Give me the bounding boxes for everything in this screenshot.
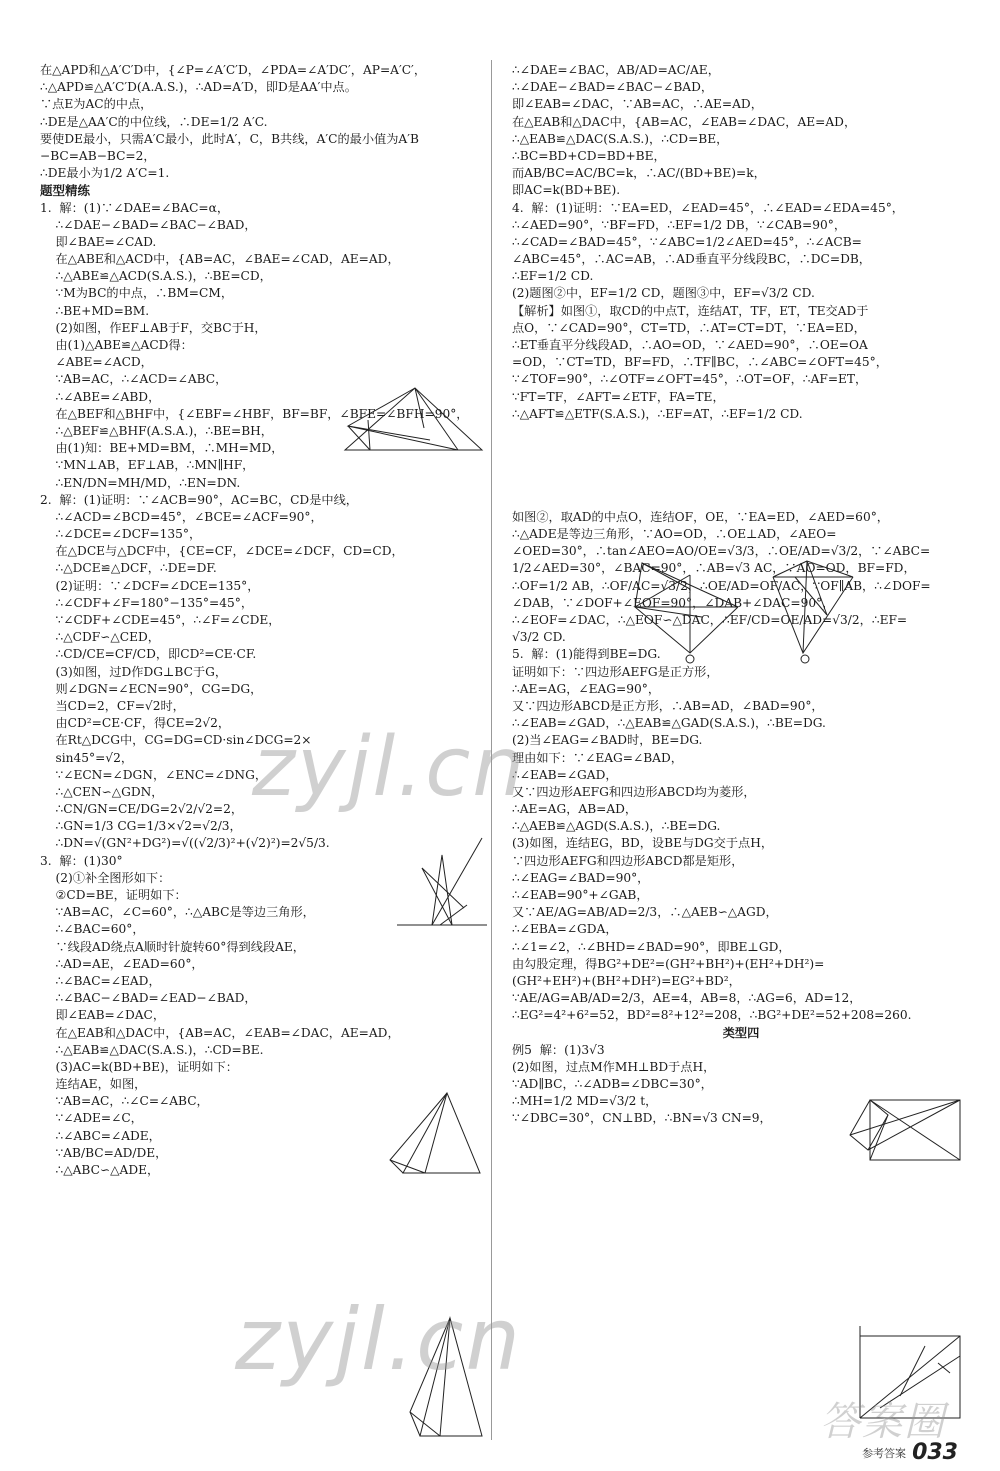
text-line: (2)如图，作EF⊥AB于F，交BC于H， (40, 320, 267, 335)
figure-q4-1 (630, 555, 740, 665)
text-line: ∴CN/GN=CE/DG=2√2/√2=2， (40, 802, 244, 817)
text-line: ∴∠EAB=90°+∠GAB， (512, 888, 649, 902)
text-line: 点O，∵∠CAD=90°，CT=TD，∴AT=CT=DT，∵EA=ED， (512, 320, 866, 335)
text-line: (2)题图②中，EF=1/2 CD，题图③中，EF=√3/2 CD. (512, 286, 815, 301)
text-line: (2)当∠EAG=∠BAD时，BE=DG. (512, 733, 703, 748)
text-line: =OD，∵CT=TD，BF=FD，∴TF∥BC，∴∠ABC=∠OFT=45°， (512, 355, 888, 370)
text-line: ∴△AEB≌△AGD(S.A.S.)，∴BE=DG. (512, 819, 721, 834)
text-line: 又∵四边形AEFG和四边形ABCD均为菱形， (512, 784, 756, 799)
text-line: ∴△ABE≌△ACD(S.A.S.)，∴BE=CD， (40, 269, 272, 284)
text-line: 即∠BAE=∠CAD. (40, 234, 157, 249)
text-line: ∵AB=AC，∴∠ACD=∠ABC， (40, 372, 228, 387)
text-line (512, 440, 970, 457)
text-line: ∵∠TOF=90°，∴∠OTF=∠OFT=45°，∴OT=OF，∴AF=ET， (512, 372, 868, 387)
text-line: −BC=AB−BC=2， (40, 148, 156, 163)
text-line: 类型四 (722, 1025, 760, 1040)
text-line: 在△EAB和△DAC中，{AB=AC，∠EAB=∠DAC，AE=AD， (40, 1025, 400, 1040)
text-line: ∴DN=√(GN²+DG²)=√((√2/3)²+(√2)²)=2√5/3. (40, 836, 330, 851)
text-line: 【解析】如图①，取CD的中点T，连结AT，TF，ET，TE交AD于 (512, 303, 869, 318)
figure-q2 (392, 830, 492, 930)
text-line: ∵AB/BC=AD/DE， (40, 1145, 168, 1160)
text-line: 如图②，取AD的中点O，连结OF，OE，∵EA=ED，∠AED=60°， (512, 509, 889, 524)
text-line: ∵FT=TF，∠AFT=∠ETF，FA=TE， (512, 389, 725, 404)
text-line: ∵∠CDF+∠CDE=45°，∴∠F=∠CDE， (40, 613, 281, 627)
text-line: ∵线段AD绕点A顺时针旋转60°得到线段AE， (40, 939, 305, 954)
text-line: 在△EAB和△DAC中，{AB=AC，∠EAB=∠DAC，AE=AD， (512, 114, 857, 129)
text-line: ∴∠EAB=∠GAD，∴△EAB≌△GAD(S.A.S.)，∴BE=DG. (512, 716, 826, 731)
text-line: ∠DAB，∵∠DOF+∠EOF=90°，∠DAB+∠DAC=90°， (512, 595, 835, 610)
text-line: 要使DE最小，只需A′C最小，此时A′，C，B共线，A′C的最小值为A′B (40, 131, 419, 146)
text-line: 4. 解：(1)证明：∵EA=ED，∠EAD=45°，∴∠EAD=∠EDA=45°， (512, 200, 904, 215)
text-line: ∴∠DAE=∠BAC，AB/AD=AC/AE， (512, 63, 720, 77)
text-line (512, 475, 970, 492)
text-line: ∴∠ABC=∠ADE， (40, 1128, 161, 1143)
text-line: 在△BEF和△BHF中，{∠EBF=∠HBF，BF=BF，∠BFE=∠BFH=90°， (40, 406, 469, 421)
watermark-text: zyjl.cn (252, 720, 527, 815)
text-line: (3)如图，连结EG，BD，设BE与DG交于点H， (512, 836, 774, 851)
text-line: ∴∠BAC=60°， (40, 922, 145, 937)
text-line: sin45°=√2， (40, 750, 134, 765)
text-line (512, 492, 970, 509)
text-line: ∴△BEF≌△BHF(A.S.A.)，∴BE=BH， (40, 423, 273, 438)
text-line: ∵∠DBC=30°，CN⊥BD，∴BN=√3 CN=9， (512, 1111, 772, 1126)
text-line: ∴AD=AE，∠EAD=60°， (40, 956, 204, 971)
footer-label: 参考答案 (862, 1446, 907, 1460)
text-line: 由勾股定理，得BG²+DE²=(GH²+BH²)+(EH²+DH²)= (512, 956, 825, 971)
figure-q4-2 (765, 555, 865, 665)
text-line: ∴∠ACD=∠BCD=45°，∠BCE=∠ACF=90°， (40, 509, 323, 524)
text-line: 在△DCE与△DCF中，{CE=CF，∠DCE=∠DCF，CD=CD， (40, 544, 404, 559)
text-line: (2)如图，过点M作MH⊥BD于点H， (512, 1059, 716, 1074)
text-line: ∴△ADE是等边三角形，∵AO=OD，∴OE⊥AD，∠AEO= (512, 527, 837, 542)
text-line: ∴AE=AG，∠EAG=90°， (512, 681, 661, 696)
text-line: ∵四边形AEFG和四边形ABCD都是矩形， (512, 853, 744, 868)
text-line: ∴∠EOF=∠DAC，∴△EOF∽△DAC，∴EF/CD=OE/AD=√3/2，∴EF= (512, 613, 908, 627)
text-line: 题型精练 (40, 183, 91, 199)
text-line: √3/2 CD. (512, 630, 566, 645)
page-number: 033 (912, 1440, 958, 1465)
text-line: ∠ABE=∠ACD， (40, 355, 153, 370)
text-line: ∠ABC=45°，∴AC=AB，∴AD垂直平分线段BC，∴DC=DB， (512, 252, 871, 267)
text-line: ∴BE+MD=BM. (40, 303, 150, 318)
figure-q1 (340, 382, 490, 462)
watermark-text: zyjl.cn (235, 1290, 522, 1390)
text-line: ∵AB=AC，∠C=60°，∴△ABC是等边三角形， (40, 905, 315, 920)
text-line: ∴△DCE≌△DCF，∴DE=DF. (40, 561, 217, 576)
text-line: ∴△EAB≌△DAC(S.A.S.)，∴CD=BE. (40, 1042, 264, 1057)
text-line: 在△APD和△A′C′D中，{∠P=∠A′C′D，∠PDA=∠A′DC′，AP=A′C′， (40, 63, 427, 77)
text-line: ∴∠BAC=∠EAD， (40, 973, 161, 988)
text-line: ∴∠DAE−∠BAD=∠BAC−∠BAD， (512, 80, 714, 95)
text-line: ∴△ABC∽△ADE， (40, 1163, 160, 1177)
text-line: ∴BC=BD+CD=BD+BE， (512, 148, 666, 163)
text-line: ∵MN⊥AB，EF⊥AB，∴MN∥HF， (40, 458, 255, 473)
text-line: ∴△EAB≌△DAC(S.A.S.)，∴CD=BE， (512, 131, 729, 146)
text-line: (3)如图，过D作DG⊥BC于G， (40, 664, 228, 679)
text-line: ∴∠EAG=∠BAD=90°， (512, 870, 650, 885)
text-line: 则∠DGN=∠ECN=90°，CG=DG， (40, 681, 263, 696)
text-line: ∴∠1=∠2，∴∠BHD=∠BAD=90°，即BE⊥GD， (512, 939, 791, 954)
text-line: ∴GN=1/3 CG=1/3×√2=√2/3， (40, 819, 242, 834)
text-line: ∴AE=AG，AB=AD， (512, 802, 638, 817)
text-line: ∵AB=AC，∴∠C=∠ABC， (40, 1094, 209, 1109)
text-line: ∵∠ADE=∠C， (40, 1111, 143, 1126)
text-line: ∴DE是△AA′C的中位线，∴DE=1/2 A′C. (40, 114, 268, 129)
text-line (512, 457, 970, 474)
text-line: ∵∠ECN=∠DGN，∠ENC=∠DNG， (40, 767, 268, 782)
text-line: 2. 解：(1)证明：∵∠ACB=90°，AC=BC，CD是中线， (40, 492, 358, 507)
text-line: ∴DE最小为1/2 A′C=1. (40, 166, 170, 181)
text-line: 由(1)△ABE≌△ACD得： (40, 338, 193, 352)
figure-q5 (840, 1080, 970, 1170)
text-line: ∴∠AED=90°，∵BF=FD，∴EF=1/2 DB，∵∠CAB=90°， (512, 217, 847, 232)
text-line: ∴EG²=4²+6²=52，BD²=8²+12²=208，∴BG²+DE²=52+208=260. (512, 1008, 912, 1023)
text-line: ∴∠EAB=∠GAD， (512, 767, 618, 782)
page-footer (862, 1440, 958, 1465)
text-line: ∴EN/DN=MH/MD，∴EN=DN. (40, 475, 241, 490)
text-line: 1. 解：(1)∵∠DAE=∠BAC=α， (40, 200, 230, 215)
text-line: 理由如下：∵∠EAG=∠BAD， (512, 750, 683, 765)
text-line: 由(1)知：BE+MD=BM，∴MH=MD， (40, 441, 284, 456)
text-line: 即∠EAB=∠DAC， (40, 1008, 166, 1023)
text-line: 例5 解：(1)3√3 (512, 1042, 605, 1057)
text-line (512, 423, 970, 440)
text-line: (3)AC=k(BD+BE)，证明如下： (40, 1059, 238, 1074)
left-column (40, 62, 498, 1179)
text-line: 由CD²=CE·CF，得CE=2√2， (40, 716, 231, 731)
text-line: (2)证明：∵∠DCF=∠DCE=135°， (40, 578, 260, 593)
text-line: ∴ET垂直平分线段AD，∴AO=OD，∵∠AED=90°，∴OE=OA (512, 338, 868, 352)
text-line: ∴MH=1/2 MD=√3/2 t， (512, 1094, 658, 1109)
text-line: 3. 解：(1)30° (40, 853, 123, 868)
text-line: ∴EF=1/2 CD. (512, 269, 594, 284)
text-line: 又∵AE/AG=AB/AD=2/3，∴△AEB∽△AGD， (512, 905, 778, 920)
text-line: ∴∠BAC−∠BAD=∠EAD−∠BAD， (40, 991, 257, 1006)
text-line: 而AB/BC=AC/BC=k，∴AC/(BD+BE)=k， (512, 166, 766, 181)
text-line: 又∵四边形ABCD是正方形，∴AB=AD，∠BAD=90°， (512, 698, 824, 713)
text-line: ∵点E为AC的中点， (40, 97, 153, 112)
text-line: 即AC=k(BD+BE). (512, 183, 621, 198)
text-line: ∴∠ABE=∠ABD， (40, 389, 161, 404)
text-line: ∴∠DAE−∠BAD=∠BAC−∠BAD， (40, 217, 257, 232)
text-line: (2)①补全图形如下： (40, 870, 171, 885)
figure-q3a (385, 1088, 485, 1178)
text-line: ②CD=BE，证明如下： (40, 888, 187, 902)
text-line: ∴CD/CE=CF/CD，即CD²=CE·CF. (40, 647, 257, 662)
text-line: ∴∠CDF+∠F=180°−135°=45°， (40, 595, 254, 610)
text-line: ∴∠CAD=∠BAD=45°，∵∠ABC=1/2∠AED=45°，∴∠ACB= (512, 234, 862, 249)
text-line: 1/2∠AED=30°，∠BAC=90°，∴AB=√3 AC，∵AO=OD，BF=FD， (512, 561, 916, 576)
text-line: ∴△AFT≌△ETF(S.A.S.)，∴EF=AT，∴EF=1/2 CD. (512, 406, 803, 421)
text-line: ∴△CEN∽△GDN， (40, 784, 164, 799)
watermark-logo-text: 答案圈 (820, 1399, 946, 1445)
text-line: 即∠EAB=∠DAC，∵AB=AC，∴AE=AD， (512, 97, 763, 112)
text-line: 证明如下：∵四边形AEFG是正方形， (512, 664, 719, 679)
text-line: ∵AD∥BC，∴∠ADB=∠DBC=30°， (512, 1077, 713, 1092)
text-line: ∴∠DCE=∠DCF=135°， (40, 527, 202, 542)
text-line: ∴OF=1/2 AB，∴OF/AC=√3/2，∴OE/AD=OF/AC，∵OF∥AB，∴∠DOF= (512, 578, 931, 593)
text-line: ∵M为BC的中点，∴BM=CM， (40, 286, 234, 301)
text-line: 5. 解：(1)能得到BE=DG. (512, 647, 661, 662)
text-line: ∴∠EBA=∠GDA， (512, 922, 618, 937)
text-line: 在Rt△DCG中，CG=DG=CD·sin∠DCG=2× (40, 733, 312, 748)
text-line: ∴△CDF∽△CED， (40, 630, 160, 645)
text-line: 连结AE，如图， (40, 1077, 147, 1092)
text-line: (GH²+EH²)+(BH²+DH²)=EG²+BD²， (512, 973, 741, 988)
text-line: ∠OED=30°，∴tan∠AEO=AO/OE=√3/3，∴OE/AD=√3/2，∵∠ABC= (512, 544, 931, 559)
right-column (512, 62, 970, 1128)
text-line: 当CD=2，CF=√2时， (40, 698, 185, 713)
text-line: 在△ABE和△ACD中，{AB=AC，∠BAE=∠CAD，AE=AD， (40, 252, 400, 267)
text-line: ∴△APD≌△A′C′D(A.A.S.)，∴AD=A′D，即D是AA′中点。 (40, 80, 357, 95)
text-line: ∵AE/AG=AB/AD=2/3，AE=4，AB=8，∴AG=6，AD=12， (512, 991, 862, 1006)
